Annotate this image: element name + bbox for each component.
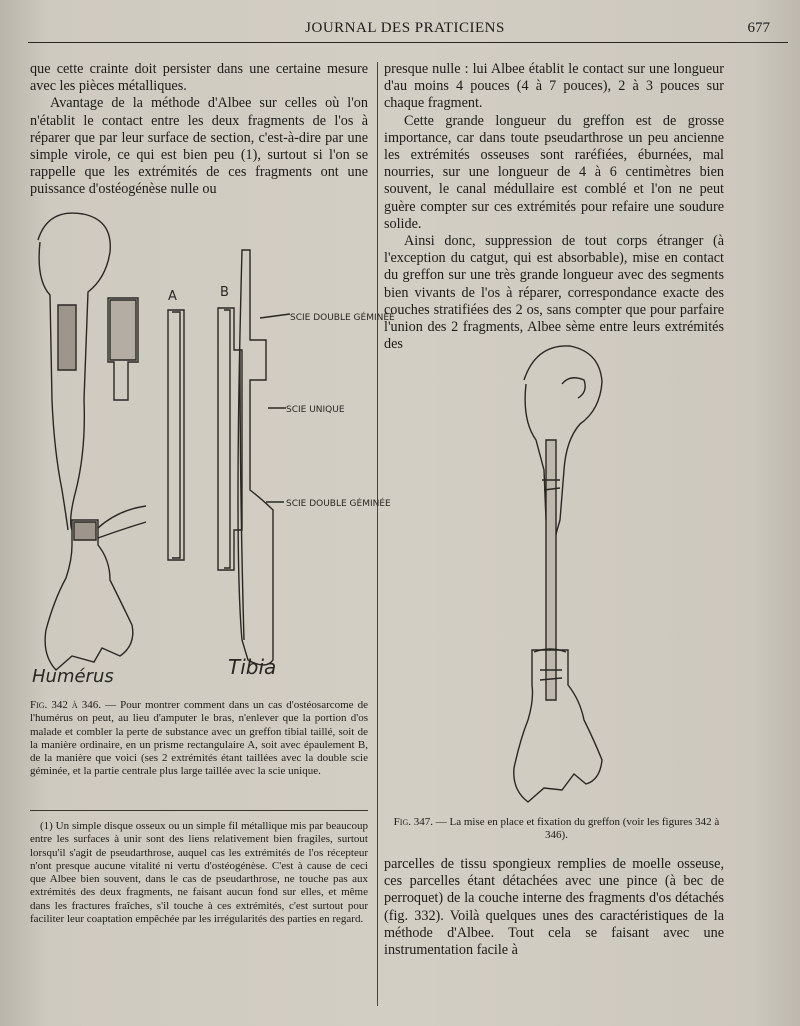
page-header bbox=[30, 18, 780, 40]
footnote-rule bbox=[30, 810, 368, 811]
footnote bbox=[30, 820, 368, 926]
left-figure-caption bbox=[30, 699, 368, 779]
right-paragraph-3: Ainsi donc, suppression de tout corps étranger (à l'exception du catgut, qui est absorbable), mise en contact du greffon sur une très grande longueur avec des segments bien vivants de l'os à réparer, correspondance exacte des couches stratifiées des 2 os, sans compter que pour parfaire l'union des 2 fragments, Albee sème entre leurs extrémités des bbox=[384, 233, 724, 353]
label-b: B bbox=[220, 285, 229, 300]
right-column-text-top bbox=[384, 61, 724, 353]
graft-a bbox=[168, 310, 184, 560]
footnote-text: (1) Un simple disque osseux ou un simple fil métallique mis par beaucoup entre les surfaces à unir sont des liens relativement bien fragiles, surtout lorsqu'il s'agit de pseudarthrose, auquel cas les extrémités de l'os récepteur n'ont presque aucune vitalité ni vertu d'ostéogénèse. C'est à cause de ceci que Albee bien souvent, dans le cas de pseudarthrose, ne touche pas aux extrémités des deux fragments, ne faisant aucun fond sur elles, et même dans les fractures fraîches, s'il touche à ces extrémités, c'est surtout pour faciliter leur coaptation empêchée par les irrégularités des parties en regard. bbox=[30, 820, 368, 926]
page-number: 677 bbox=[747, 20, 770, 36]
journal-title: JOURNAL DES PRATICIENS bbox=[305, 20, 505, 36]
left-column-text bbox=[30, 61, 368, 199]
right-figure-caption bbox=[384, 816, 729, 843]
humerus-lower bbox=[45, 520, 133, 670]
right-caption-text: — La mise en place et fixation du greffon (voir les figures 342 à 346). bbox=[435, 816, 720, 842]
right-column-text-bottom bbox=[384, 856, 724, 959]
label-scie-double-1: SCIE DOUBLE GÉMINÉE bbox=[290, 313, 395, 323]
figure-347 bbox=[490, 340, 630, 810]
right-caption-figure-number: Fig. 347. bbox=[393, 816, 433, 828]
left-paragraph-1: que cette crainte doit persister dans une certaine mesure avec les pièces métalliques. bbox=[30, 61, 368, 95]
saw-line-1 bbox=[260, 314, 290, 318]
left-caption-figure-number: Fig. 342 à 346. bbox=[30, 699, 102, 711]
label-humerus: Humérus bbox=[32, 666, 114, 687]
graft-347 bbox=[546, 440, 556, 700]
label-scie-double-2: SCIE DOUBLE GÉMINÉE bbox=[286, 499, 391, 509]
right-paragraph-4: parcelles de tissu spongieux remplies de moelle osseuse, ces parcelles étant détachées avec une pince (à bec de perroquet) de la couche interne des fragments d'os détachés (fig. 332). Voilà quelques unes des caractéristiques de la méthode d'Albee. Tout cela se faisant avec une instrumentation facile à bbox=[384, 856, 724, 959]
right-paragraph-2: Cette grande longueur du greffon est de grosse importance, car dans toute pseudarthrose un peu ancienne les extrémités osseuses sont raréfiées, éburnées, mal nourries, sur une longueur de 4 à 6 centimètres bien souvent, le canal médullaire est comblé et l'on ne peut guère compter sur ces extrémités pour refaire une soudure solide. bbox=[384, 112, 724, 232]
lower-humerus-347 bbox=[514, 650, 602, 802]
figure-342-346 bbox=[28, 200, 395, 695]
label-a: A bbox=[168, 289, 177, 304]
humerus-head-347 bbox=[524, 346, 602, 560]
column-divider bbox=[377, 62, 378, 1006]
left-paragraph-2: Avantage de la méthode d'Albee sur celles où l'on n'établit le contact entre les deux fragments de l'os à réparer que par leur surface de section, c'est-à-dire par une simple virole, ce qui est bien peu (1), surtout si l'on se rappelle que les extrémités de ces fragments ont une puissance d'ostéogénèse nulle ou bbox=[30, 95, 368, 198]
humerus-marrow-cavity bbox=[58, 305, 76, 370]
label-tibia: Tibia bbox=[228, 655, 277, 679]
header-rule bbox=[28, 42, 788, 43]
label-scie-unique: SCIE UNIQUE bbox=[286, 405, 345, 415]
humerus-head bbox=[38, 213, 110, 530]
right-paragraph-1: presque nulle : lui Albee établit le contact sur une longueur d'au moins 4 pouces (4 à 7 pouces), 2 à 3 pouces sur chaque fragment. bbox=[384, 61, 724, 112]
left-caption-text: — Pour montrer comment dans un cas d'ostéosarcome de l'humérus on peut, au lieu d'amputer le bras, n'enlever que la portion d'os malade et combler la perte de substance avec un greffon tibial taillé, soit de la manière ordinaire, en un prisme rectangulaire A, soit avec épaulement B, de la manière que voici (ses 2 extrémités étant taillées avec la double scie géminée, et la partie centrale plus large taillée avec la scie unique. bbox=[30, 699, 368, 778]
